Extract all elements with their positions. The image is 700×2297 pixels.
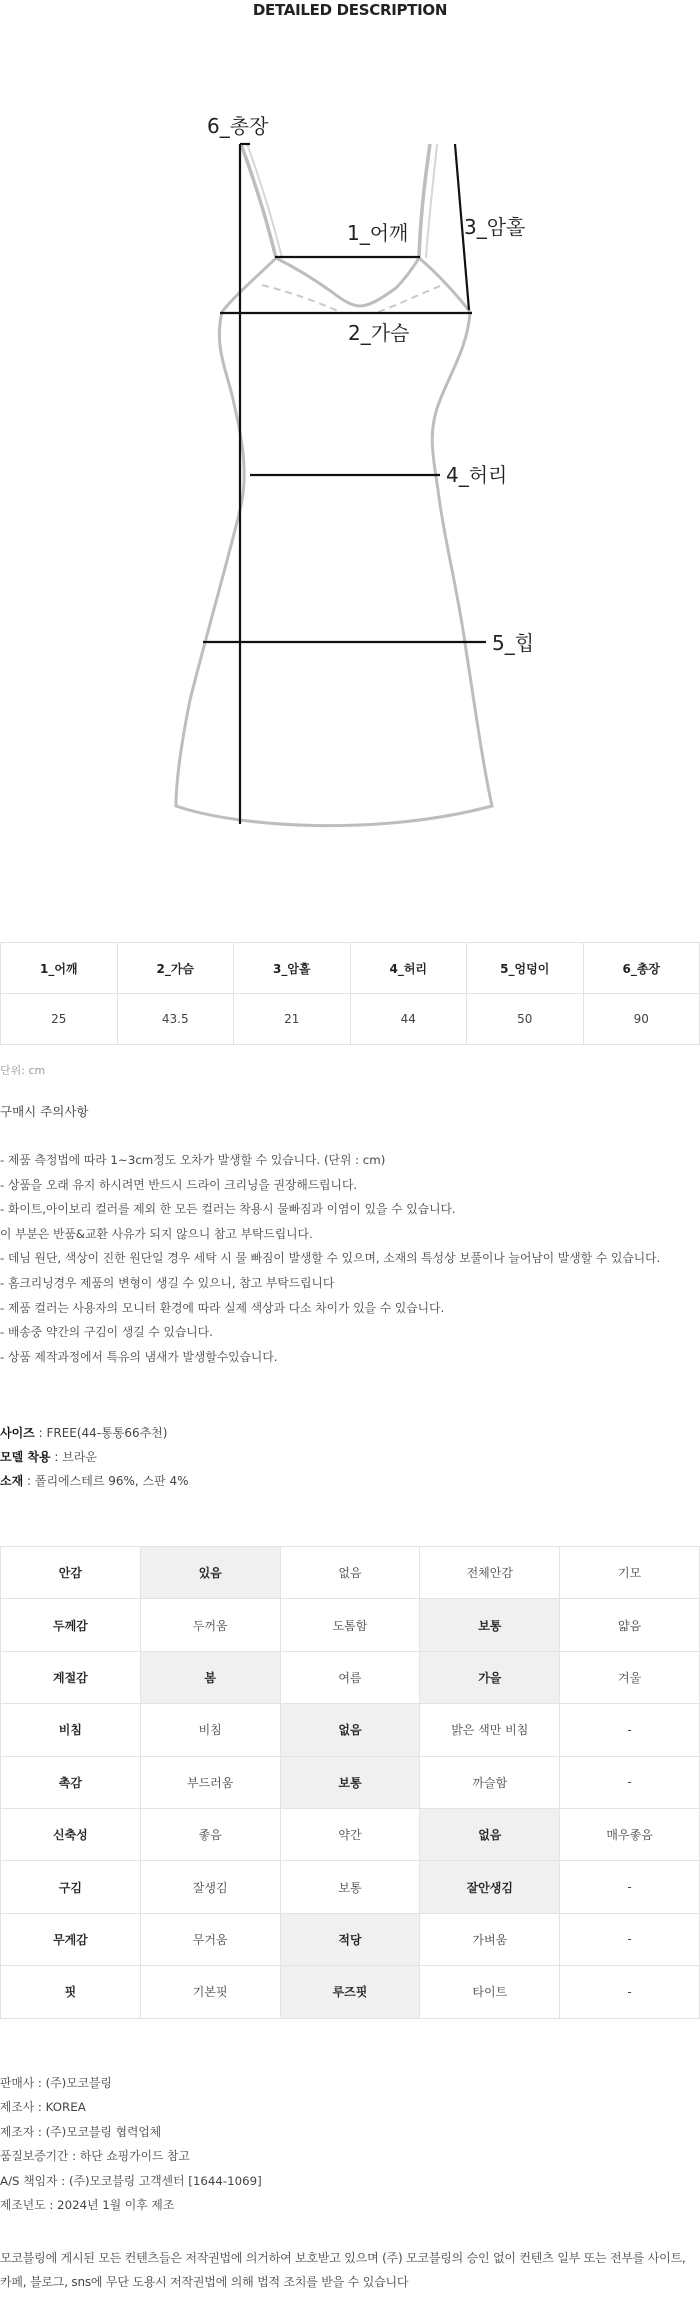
size-header-cell: 3_암홀: [234, 943, 351, 994]
feature-table: [0, 1546, 700, 2019]
feature-option: 좋음: [140, 1808, 280, 1860]
feature-name: 두께감: [1, 1599, 141, 1651]
notice-list: [0, 1148, 700, 1369]
spec-material: [0, 1472, 189, 1489]
feature-option: 타이트: [420, 1966, 560, 2018]
feature-option: -: [560, 1756, 700, 1808]
info-line: 제조사 : KOREA: [0, 2100, 86, 2115]
size-header-cell: 4_허리: [350, 943, 467, 994]
feature-option: 여름: [280, 1651, 420, 1703]
feature-option: 얇음: [560, 1599, 700, 1651]
feature-option: 보통: [420, 1599, 560, 1651]
label-armhole: 3_암홀: [464, 215, 526, 239]
spec-material-label: 소재: [0, 1474, 24, 1488]
copyright-line: 카페, 블로그, sns에 무단 도용시 저작권법에 의해 법적 조치를 받을 수 있습니다: [0, 2275, 409, 2289]
feature-option: 전체안감: [420, 1547, 560, 1599]
label-hip: 5_힙: [492, 631, 535, 655]
feature-option: 겨울: [560, 1651, 700, 1703]
size-value-cell: 21: [234, 994, 351, 1045]
feature-option: 적당: [280, 1913, 420, 1965]
info-line: 판매사 : (주)모코블링: [0, 2076, 112, 2090]
feature-row: [1, 1808, 700, 1860]
notice-item: - 상품을 오래 유지 하시려면 반드시 드라이 크리닝을 권장해드립니다.: [0, 1177, 358, 1192]
feature-name: 안감: [1, 1547, 141, 1599]
info-line: 품질보증기간 : 하단 쇼핑가이드 참고: [0, 2149, 190, 2164]
right-strap: [419, 144, 430, 258]
label-chest: 2_가슴: [348, 321, 410, 345]
feature-option: 보통: [280, 1861, 420, 1913]
page-title: DETAILED DESCRIPTION: [252, 1, 448, 19]
feature-option: 없음: [420, 1808, 560, 1860]
feature-name: 무게감: [1, 1913, 141, 1965]
feature-name: 구김: [1, 1861, 141, 1913]
size-table-header-row: [1, 943, 700, 994]
neckline-dashed-right: [378, 286, 440, 312]
notice-title: 구매시 주의사항: [0, 1104, 89, 1119]
neckline: [276, 258, 419, 306]
feature-name: 계절감: [1, 1651, 141, 1703]
feature-option: 까슬함: [420, 1756, 560, 1808]
notice-item: - 제품 측정법에 따라 1~3cm정도 오차가 발생할 수 있습니다. (단위 : cm): [0, 1153, 386, 1167]
feature-option: 기모: [560, 1547, 700, 1599]
feature-option: -: [560, 1966, 700, 2018]
feature-option: 없음: [280, 1704, 420, 1756]
feature-option: 루즈핏: [280, 1966, 420, 2018]
size-table-value-row: [1, 994, 700, 1045]
feature-name: 핏: [1, 1966, 141, 2018]
feature-option: 잘안생김: [420, 1861, 560, 1913]
copyright-line: 모코블링에 게시된 모든 컨텐츠들은 저작권법에 의거하여 보호받고 있으며 (주) 모코블링의 승인 없이 컨텐츠 일부 또는 전부를 사이트,: [0, 2251, 686, 2265]
size-header-cell: 2_가슴: [117, 943, 234, 994]
label-shoulder: 1_어깨: [347, 221, 409, 245]
feature-option: -: [560, 1913, 700, 1965]
notice-item: - 제품 컬러는 사용자의 모니터 환경에 따라 실제 색상과 다소 차이가 있을 수 있습니다.: [0, 1300, 445, 1315]
feature-option: 잘생김: [140, 1861, 280, 1913]
size-value-cell: 43.5: [117, 994, 234, 1045]
notice-item: - 화이트,아이보리 컬러를 제외 한 모든 컬러는 착용시 물빠짐과 이염이 있을 수 있습니다.: [0, 1202, 456, 1217]
feature-row: [1, 1913, 700, 1965]
feature-option: 두꺼움: [140, 1599, 280, 1651]
notice-item: 이 부분은 반품&교환 사유가 되지 않으니 참고 부탁드립니다.: [0, 1226, 313, 1241]
spec-size-value: : FREE(44-통통66추천): [34, 1426, 168, 1440]
left-strap: [241, 144, 276, 258]
feature-option: 도톰함: [280, 1599, 420, 1651]
feature-name: 신축성: [1, 1808, 141, 1860]
feature-option: 밝은 색만 비침: [420, 1704, 560, 1756]
feature-option: 없음: [280, 1547, 420, 1599]
info-line: 제조년도 : 2024년 1월 이후 제조: [0, 2197, 175, 2212]
info-line: 제조자 : (주)모코블링 협력업체: [0, 2124, 162, 2139]
feature-option: 비침: [140, 1704, 280, 1756]
feature-name: 비침: [1, 1704, 141, 1756]
feature-row: [1, 1704, 700, 1756]
notice-item: - 상품 제작과정에서 특유의 냄새가 발생할수있습니다.: [0, 1349, 278, 1364]
garment-measurement-diagram: [0, 100, 700, 850]
feature-option: 기본핏: [140, 1966, 280, 2018]
feature-option: 매우좋음: [560, 1808, 700, 1860]
feature-option: 봄: [140, 1651, 280, 1703]
label-length: 6_총장: [207, 114, 269, 138]
feature-row: [1, 1651, 700, 1703]
size-value-cell: 50: [467, 994, 584, 1045]
spec-model: [0, 1448, 97, 1465]
spec-size: [0, 1424, 167, 1441]
feature-row: [1, 1966, 700, 2018]
notice-item: - 홈크리닝경우 제품의 변형이 생길 수 있으니, 참고 부탁드립니다: [0, 1275, 335, 1290]
notice-item: - 데님 원단, 색상이 진한 원단일 경우 세탁 시 물 빠짐이 발생할 수 있으며, 소재의 특성상 보풀이나 늘어남이 발생할 수 있습니다.: [0, 1251, 661, 1266]
feature-option: -: [560, 1861, 700, 1913]
size-value-cell: 25: [1, 994, 118, 1045]
product-info: [0, 2071, 700, 2217]
feature-option: 약간: [280, 1808, 420, 1860]
feature-row: [1, 1599, 700, 1651]
size-table: [0, 942, 700, 1045]
feature-row: [1, 1547, 700, 1599]
size-header-cell: 1_어깨: [1, 943, 118, 994]
size-value-cell: 44: [350, 994, 467, 1045]
feature-option: 보통: [280, 1756, 420, 1808]
unit-note: 단위: cm: [0, 1064, 46, 1077]
size-header-cell: 5_엉덩이: [467, 943, 584, 994]
feature-option: 있음: [140, 1547, 280, 1599]
label-waist: 4_허리: [446, 463, 508, 487]
feature-row: [1, 1861, 700, 1913]
feature-name: 촉감: [1, 1756, 141, 1808]
spec-size-label: 사이즈: [0, 1426, 35, 1440]
feature-option: 가을: [420, 1651, 560, 1703]
spec-model-value: : 브라운: [50, 1450, 97, 1464]
copyright-notice: [0, 2246, 700, 2294]
spec-material-value: : 폴리에스테르 96%, 스판 4%: [23, 1474, 189, 1488]
left-strap-inner: [247, 144, 282, 258]
feature-option: 부드러움: [140, 1756, 280, 1808]
spec-model-label: 모델 착용: [0, 1450, 51, 1464]
feature-option: 가벼움: [420, 1913, 560, 1965]
notice-item: - 배송중 약간의 구김이 생길 수 있습니다.: [0, 1325, 213, 1340]
feature-option: -: [560, 1704, 700, 1756]
dress-outline: [176, 258, 492, 826]
size-header-cell: 6_총장: [583, 943, 700, 994]
info-line: A/S 책임자 : (주)모코블링 고객센터 [1644-1069]: [0, 2173, 262, 2188]
feature-option: 무거움: [140, 1913, 280, 1965]
feature-row: [1, 1756, 700, 1808]
size-value-cell: 90: [583, 994, 700, 1045]
